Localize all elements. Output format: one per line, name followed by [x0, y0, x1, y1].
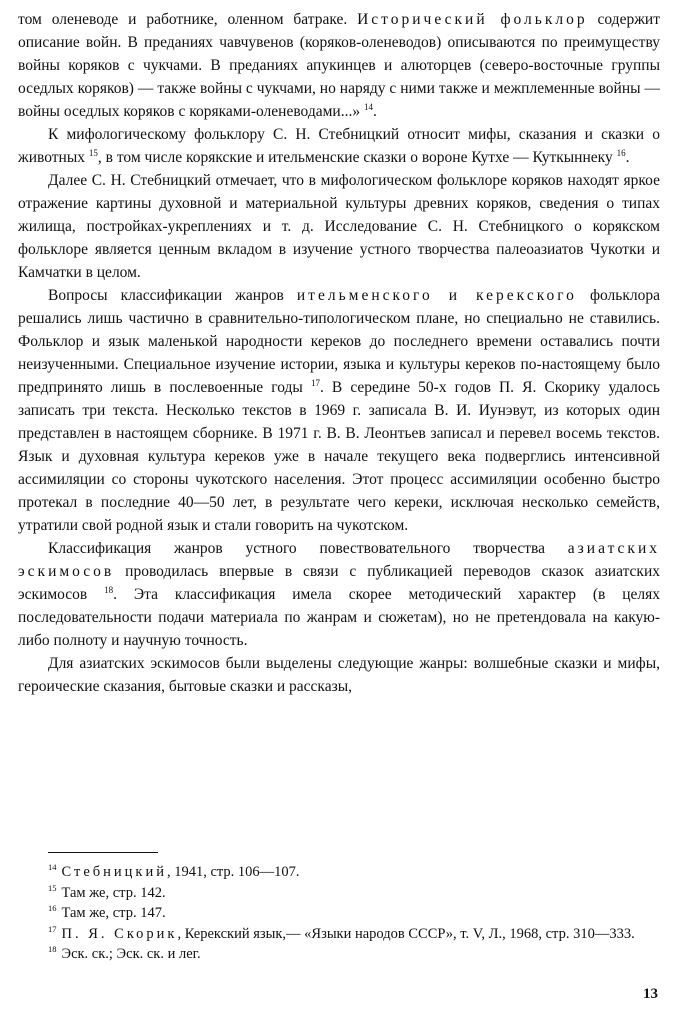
footnote-ref: 14 — [48, 862, 57, 873]
text-run: , Керекский язык,— «Языки народов СССР», т. V, Л., 1968, стр. 310—333. — [177, 925, 635, 942]
paragraph — [18, 284, 660, 537]
paragraph — [18, 123, 660, 169]
text-run: Там же, стр. 142. — [61, 884, 166, 901]
spaced-text: Стебницкий — [61, 864, 167, 880]
text-run: , 1941, стр. 106—107. — [166, 864, 300, 880]
footnote-ref: 16 — [48, 903, 57, 914]
text-run: , в том числе корякские и ительменские сказки о вороне Кутхе — Куткыннеку — [97, 149, 617, 166]
text-run: . В середине 50-х годов П. Я. Скорику удалось записать три текста. Несколько текстов в 1969 г. записала В. И. Иунэвут, из которых один представлен в настоящем сборнике. В 1971 г. В. В. Леонтьев записал и перевел восемь текстов. Язык и духовная культура кереков уже в начале текущего века подверглись интенсивной ассимиляции со стороны чукотского населения. Этот процесс ассимиляции особенно быстро протекал в последние 40—50 лет, в результате чего кереки, исключая несколько семейств, утратили свой родной язык и стали говорить на чукотском. — [18, 379, 660, 534]
footnote-ref: 15 — [88, 147, 98, 158]
footnote — [18, 883, 660, 904]
text-run: К мифологическому фольклору С. Н. Стебницкий относит мифы, сказания и сказки о животных — [18, 126, 660, 166]
page-number: 13 — [643, 986, 658, 1002]
text-run: том оленеводе и работнике, оленном батраке. — [18, 11, 358, 28]
text-run: Там же, стр. 147. — [61, 905, 166, 921]
spaced-text: азиатских эскимосов — [18, 540, 660, 580]
text-run: Далее С. Н. Стебницкий отмечает, что в мифологическом фольклоре коряков находят яркое отражение картины духовной и материальной культуры древних коряков, сведения о типах жилища, постройках-укреплениях и т. д. Исследование С. Н. Стебницкого о корякском фольклоре является ценным вкладом в изучение устного творчества палеоазиатов Чукотки и Камчатки в целом. — [18, 172, 660, 281]
footnote-ref: 17 — [310, 377, 320, 388]
footnote-ref: 14 — [363, 101, 373, 112]
footnote-separator — [48, 852, 158, 853]
footnote — [18, 924, 660, 945]
text-run: . Эта классификация имела скорее методический характер (в целях последовательности подачи материала по жанрам и сюжетам), но не претендовала на какую-либо полноту и научную точность. — [18, 586, 660, 649]
footnote — [18, 903, 660, 924]
text-run: содержит описание войн. В преданиях чавчувенов (коряков-оленеводов) описываются по преимуществу войны коряков с чукчами. В преданиях апукинцев и алюторцев (северо-восточные группы оседлых коряков) — также войны с чукчами, но наряду с ними также и межплеменные войны — войны оседлых коряков с коряками-оленеводами...» — [18, 11, 660, 120]
spaced-text: П. Я. Скорик — [61, 925, 178, 942]
footnote — [18, 944, 660, 965]
text-run: Для азиатских эскимосов были выделены следующие жанры: волшебные сказки и мифы, героические сказания, бытовые сказки и рассказы, — [18, 655, 660, 695]
text-run: . — [625, 149, 630, 166]
text-run: фольклора решались лишь частично в сравнительно-типологическом плане, но специально не ставились. Фольклор и язык маленькой народности кереков до последнего времени оставались почти неизученными. Специальное изучение истории, языка и культуры кереков по-настоящему было предпринято лишь в послевоенные годы — [18, 287, 660, 396]
text-run: . — [372, 103, 377, 120]
footnote-ref: 17 — [48, 923, 57, 934]
footnote-ref: 18 — [104, 584, 114, 595]
main-text — [18, 8, 660, 698]
footnote-ref: 16 — [616, 147, 626, 158]
footnote — [18, 862, 660, 883]
paragraph — [18, 8, 660, 123]
paragraph — [18, 169, 660, 284]
text-run: Классификация жанров устного повествовательного творчества — [48, 540, 568, 557]
paragraph — [18, 537, 660, 652]
spaced-text: ительменского и керекского — [296, 287, 577, 304]
footnotes — [18, 862, 660, 965]
spaced-text: Исторический фольклор — [357, 11, 588, 28]
paragraph — [18, 652, 660, 698]
footnote-ref: 15 — [48, 882, 57, 893]
text-run: проводилась впервые в связи с публикацией переводов сказок азиатских эскимосов — [18, 563, 660, 603]
text-run: Вопросы классификации жанров — [48, 287, 297, 304]
footnote-ref: 18 — [48, 944, 57, 955]
text-run: Эск. ск.; Эск. ск. и лег. — [61, 946, 201, 962]
